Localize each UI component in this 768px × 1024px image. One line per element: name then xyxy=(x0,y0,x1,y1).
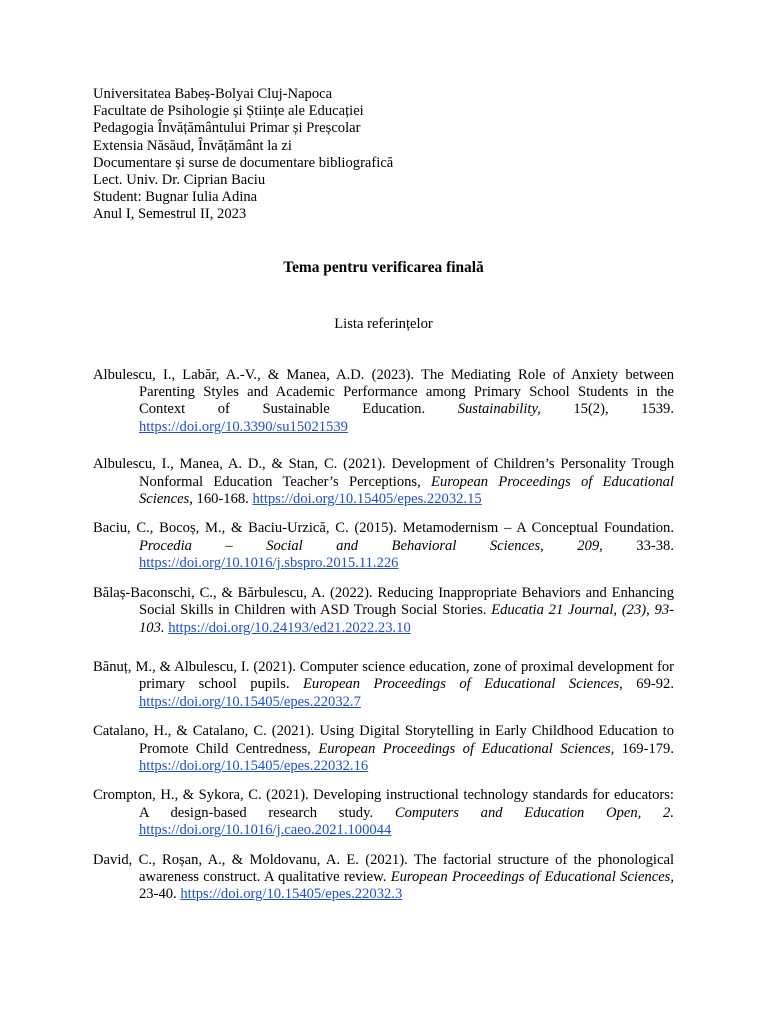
reference-pages: 33-38. xyxy=(602,537,674,554)
reference-item xyxy=(93,852,674,904)
header-lecturer: Lect. Univ. Dr. Ciprian Baciu xyxy=(93,172,266,189)
reference-item xyxy=(93,787,674,839)
reference-item xyxy=(93,367,674,437)
header-program: Pedagogia Învățământului Primar și Preșcolar xyxy=(93,120,361,137)
reference-doi-link[interactable]: https://doi.org/10.15405/epes.22032.15 xyxy=(252,491,482,508)
reference-item xyxy=(93,456,674,508)
reference-pages: 169-179. xyxy=(614,740,674,757)
reference-journal: European Proceedings of Educational Sciences, xyxy=(303,676,623,693)
reference-journal: European Proceedings of Educational Sciences, xyxy=(390,868,674,885)
reference-item xyxy=(93,659,674,711)
document-page xyxy=(93,86,674,904)
header-course: Documentare și surse de documentare bibliografică xyxy=(93,154,394,171)
reference-journal: Procedia – Social and Behavioral Sciences, 209, xyxy=(139,537,603,554)
reference-doi-link[interactable]: https://doi.org/10.3390/su15021539 xyxy=(139,418,348,435)
reference-pages: 69-92. xyxy=(622,676,674,693)
reference-text: Baciu, C., Bocoș, M., & Baciu-Urzică, C. (2015). Metamodernism – A Conceptual Foundation. xyxy=(93,520,674,537)
reference-doi-link[interactable]: https://doi.org/10.15405/epes.22032.3 xyxy=(180,886,403,903)
references-heading: Lista referințelor xyxy=(334,315,433,332)
reference-pages: 15(2), 1539. xyxy=(540,401,674,418)
reference-text: Bălaș-Baconschi, C., & Bărbulescu, A. (2022). Reducing Inappropriate Behaviors and Enhancing Social Skills in Children with ASD Trough Social Stories. xyxy=(93,584,674,619)
reference-pages: 23-40. xyxy=(139,886,181,903)
header-extension: Extensia Năsăud, Învățământ la zi xyxy=(93,137,292,154)
reference-text: David, C., Roșan, A., & Moldovanu, A. E. (2021). The factorial structure of the phonological awareness construct. A qualitative review. xyxy=(93,851,674,885)
reference-doi-link[interactable]: https://doi.org/10.24193/ed21.2022.23.10 xyxy=(168,619,411,636)
reference-journal: Educatia 21 Journal, (23), 93-103. xyxy=(139,602,674,636)
document-header xyxy=(93,86,674,224)
reference-journal: European Proceedings of Educational Sciences, xyxy=(139,473,674,508)
header-student: Student: Bugnar Iulia Adina xyxy=(93,189,258,206)
header-university: Universitatea Babeș-Bolyai Cluj-Napoca xyxy=(93,86,333,102)
header-year-semester: Anul I, Semestrul II, 2023 xyxy=(93,206,247,223)
reference-text: Albulescu, I., Manea, A. D., & Stan, C. (2021). Development of Children’s Personality Trough Nonformal Education Teacher’s Perceptions, xyxy=(93,456,674,490)
reference-text: Albulescu, I., Labăr, A.-V., & Manea, A.D. (2023). The Mediating Role of Anxiety between Parenting Styles and Academic Performance among Primary School Students in the Context of Sustainable Education. xyxy=(93,366,674,418)
reference-item xyxy=(93,585,674,637)
reference-journal: European Proceedings of Educational Sciences, xyxy=(318,740,615,757)
reference-journal: Computers and Education Open, 2. xyxy=(394,804,674,821)
reference-doi-link[interactable]: https://doi.org/10.15405/epes.22032.16 xyxy=(139,757,369,774)
reference-item xyxy=(93,520,674,572)
reference-item xyxy=(93,723,674,775)
document-title: Tema pentru verificarea finală xyxy=(283,258,484,276)
reference-pages: 160-168. xyxy=(192,491,253,508)
header-faculty: Facultate de Psihologie și Științe ale Educației xyxy=(93,103,364,120)
reference-doi-link[interactable]: https://doi.org/10.1016/j.caeo.2021.100044 xyxy=(139,822,392,839)
reference-text: Catalano, H., & Catalano, C. (2021). Using Digital Storytelling in Early Childhood Education to Promote Child Centredness, xyxy=(93,723,674,757)
reference-doi-link[interactable]: https://doi.org/10.1016/j.sbspro.2015.11.226 xyxy=(139,555,399,572)
reference-text: Bănuț, M., & Albulescu, I. (2021). Computer science education, zone of proximal development for primary school pupils. xyxy=(93,658,674,693)
reference-list xyxy=(93,367,674,904)
reference-journal: Sustainability, xyxy=(457,401,541,418)
reference-doi-link[interactable]: https://doi.org/10.15405/epes.22032.7 xyxy=(139,693,361,710)
reference-text: Crompton, H., & Sykora, C. (2021). Developing instructional technology standards for educators: A design-based research study. xyxy=(93,787,674,821)
